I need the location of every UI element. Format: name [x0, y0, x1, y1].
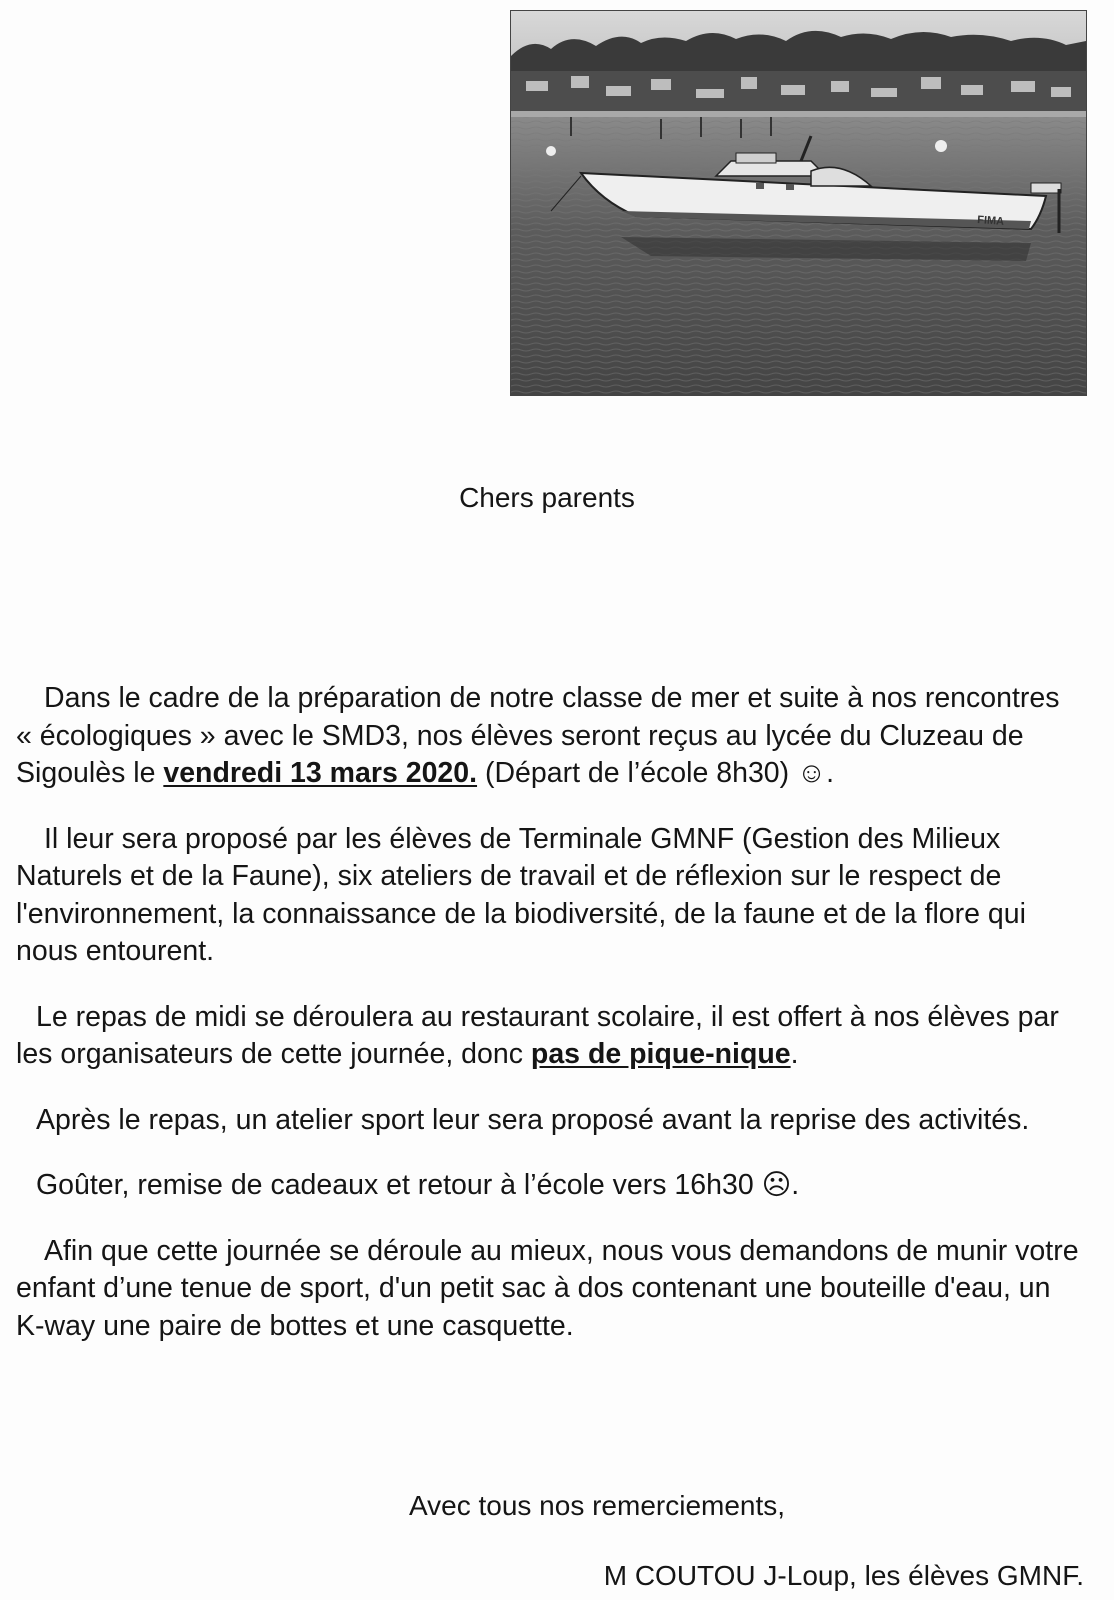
paragraph-1-end: (Départ de l’école 8h30) ☺. — [477, 757, 835, 789]
paragraph-3-end: . — [790, 1038, 799, 1070]
paragraph-1 — [16, 680, 1080, 793]
paragraph-5: Goûter, remise de cadeaux et retour à l’école vers 16h30 ☹. — [36, 1169, 800, 1201]
paragraph-6: Afin que cette journée se déroule au mieux, nous vous demandons de munir votre enfant d’une tenue de sport, d'un petit sac à dos contenant une bouteille d'eau, un K-way une paire de bottes et une casquette. — [16, 1234, 1079, 1342]
letter-body — [16, 680, 1080, 1345]
boat-photo — [510, 10, 1087, 396]
paragraph-2: Il leur sera proposé par les élèves de Terminale GMNF (Gestion des Milieux Naturels et de la Faune), six ateliers de travail et de réflexion sur le respect de l'environnement, la connaissance de la biodiversité, de la faune et de la flore qui nous entourent. — [16, 822, 1026, 967]
paragraph-4: Après le repas, un atelier sport leur sera proposé avant la reprise des activités. — [36, 1103, 1030, 1136]
greeting: Chers parents — [459, 482, 635, 513]
signature: M COUTOU J-Loup, les élèves GMNF. — [603, 1560, 1084, 1591]
no-picnic-highlight: pas de pique-nique — [530, 1038, 791, 1070]
closing-line — [0, 1490, 1094, 1522]
paragraph-3-text: Le repas de midi se déroulera au restaurant scolaire, il est offert à nos élèves par les organisateurs de cette journée, donc — [16, 1000, 1059, 1070]
paragraph-1-text: Dans le cadre de la préparation de notre classe de mer et suite à nos rencontres « écologiques » avec le SMD3, nos élèves seront reçus au lycée du Cluzeau de Sigoulès le — [16, 682, 1060, 789]
paragraph-3 — [16, 999, 1080, 1074]
closing-text: Avec tous nos remerciements, — [408, 1490, 786, 1521]
boat-name-text: FIMA — [976, 214, 1005, 228]
date-highlight: vendredi 13 mars 2020. — [163, 757, 478, 789]
